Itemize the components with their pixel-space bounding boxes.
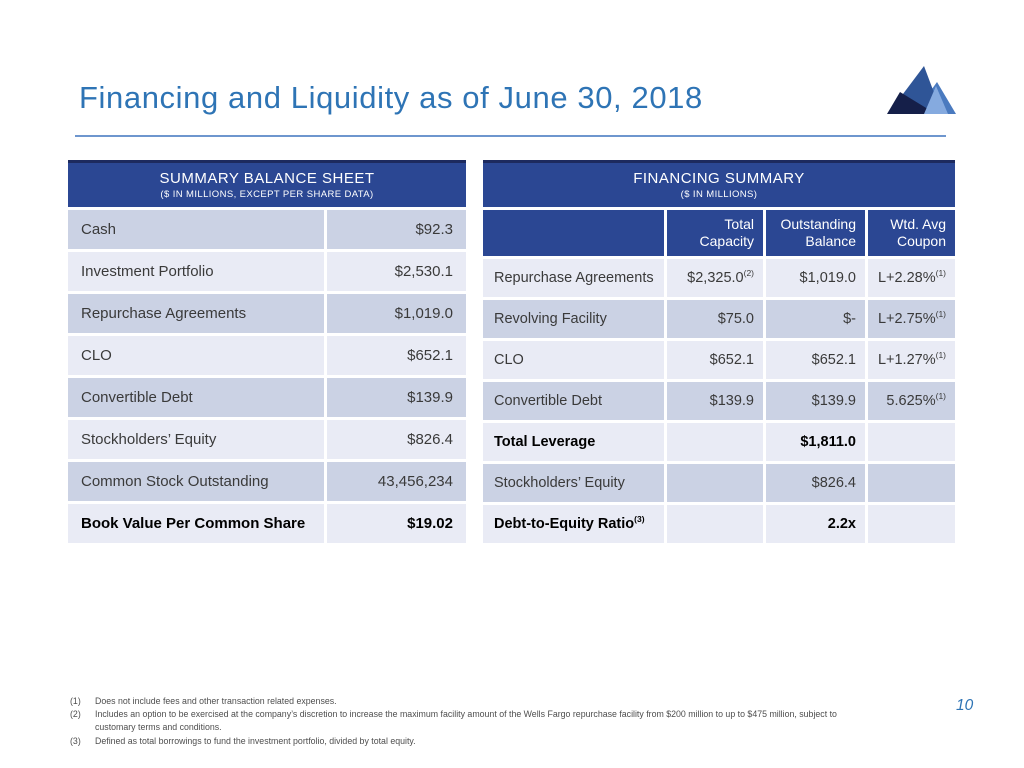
title-underline [75,135,946,137]
balance-sheet-row-value: $139.9 [327,378,466,417]
balance-sheet-row-value: $826.4 [327,420,466,459]
balance-sheet-row-value: $19.02 [327,504,466,543]
balance-sheet-row-label: Book Value Per Common Share [68,504,324,543]
financing-col-header-2: Wtd. Avg Coupon [868,210,955,256]
balance-sheet-row-label: Cash [68,210,324,249]
page-number: 10 [956,697,974,714]
financing-summary-header [483,163,955,207]
financing-row-capacity: $652.1 [667,341,763,379]
footnote-ref: (3) [634,514,645,525]
financing-summary-subtitle: ($ IN MILLIONS) [680,189,758,200]
footnote-text: Defined as total borrowings to fund the investment portfolio, divided by total equity. [95,735,416,746]
financing-summary-table [483,160,955,543]
financing-row-balance: $139.9 [766,382,865,420]
footnote-ref: (1) [935,268,946,279]
financing-row-balance: $- [766,300,865,338]
financing-row-coupon [868,464,955,502]
financing-col-header-0: Total Capacity [667,210,763,256]
financing-col-header-1: Outstanding Balance [766,210,865,256]
financing-col-header-empty [483,210,664,256]
balance-sheet-row-value: $652.1 [327,336,466,375]
financing-row-coupon [868,423,955,461]
balance-sheet-header [68,163,466,207]
footnote-marker: (3) [70,735,81,746]
footnote-ref: (1) [935,391,946,402]
financing-row-coupon: L+2.28%$^{(1)}$ [868,259,955,297]
balance-sheet-row-value: 43,456,234 [327,462,466,501]
financing-row-label: Convertible Debt [483,382,664,420]
financing-row-coupon: 5.625%$^{(1)}$ [868,382,955,420]
financing-row-label: Total Leverage [483,423,664,461]
footnote-marker: (1) [70,696,81,706]
footnote-text: Does not include fees and other transaction related expenses. [95,696,337,706]
footnotes [70,695,935,748]
company-logo-mountain-icon [884,62,960,116]
financing-row-capacity: $75.0 [667,300,763,338]
balance-sheet-subtitle: ($ IN MILLIONS, EXCEPT PER SHARE DATA) [160,189,374,200]
financing-row-coupon: L+1.27%$^{(1)}$ [868,341,955,379]
financing-row-label: CLO [483,341,664,379]
financing-row-balance: $826.4 [766,464,865,502]
financing-row-balance: $1,019.0 [766,259,865,297]
financing-row-capacity [667,423,763,461]
balance-sheet-row-label: Stockholders’ Equity [68,420,324,459]
financing-row-label: Debt-to-Equity Ratio$^{(3)}$ [483,505,664,543]
balance-sheet-row-label: Investment Portfolio [68,252,324,291]
footnote-ref: (1) [935,309,946,320]
footnote-text: Includes an option to be exercised at the company’s discretion to increase the maximum facility amount of the Wells Fargo repurchase facility from $200 million to up to $475 million, subject to customary terms and conditions. [95,709,837,733]
financing-row-label: Stockholders’ Equity [483,464,664,502]
balance-sheet-row-label: Common Stock Outstanding [68,462,324,501]
summary-balance-sheet-table [68,160,466,543]
footnote-ref: (1) [935,350,946,361]
balance-sheet-row-label: Convertible Debt [68,378,324,417]
balance-sheet-row-value: $1,019.0 [327,294,466,333]
financing-row-label: Revolving Facility [483,300,664,338]
footnote-marker: (2) [70,709,81,720]
balance-sheet-row-value: $2,530.1 [327,252,466,291]
footnote-ref: (2) [743,268,754,279]
financing-row-balance: $1,811.0 [766,423,865,461]
balance-sheet-row-label: CLO [68,336,324,375]
financing-row-balance: 2.2x [766,505,865,543]
financing-row-capacity: $139.9 [667,382,763,420]
balance-sheet-row-value: $92.3 [327,210,466,249]
financing-row-capacity [667,464,763,502]
balance-sheet-title: SUMMARY BALANCE SHEET [159,170,375,187]
financing-summary-title: FINANCING SUMMARY [633,170,805,187]
financing-row-capacity [667,505,763,543]
financing-row-capacity: $2,325.0$^{(2)}$ [667,259,763,297]
financing-row-balance: $652.1 [766,341,865,379]
balance-sheet-row-label: Repurchase Agreements [68,294,324,333]
financing-row-coupon [868,505,955,543]
page-title: Financing and Liquidity as of June 30, 2018 [79,80,703,115]
financing-row-label: Repurchase Agreements [483,259,664,297]
financing-row-coupon: L+2.75%$^{(1)}$ [868,300,955,338]
